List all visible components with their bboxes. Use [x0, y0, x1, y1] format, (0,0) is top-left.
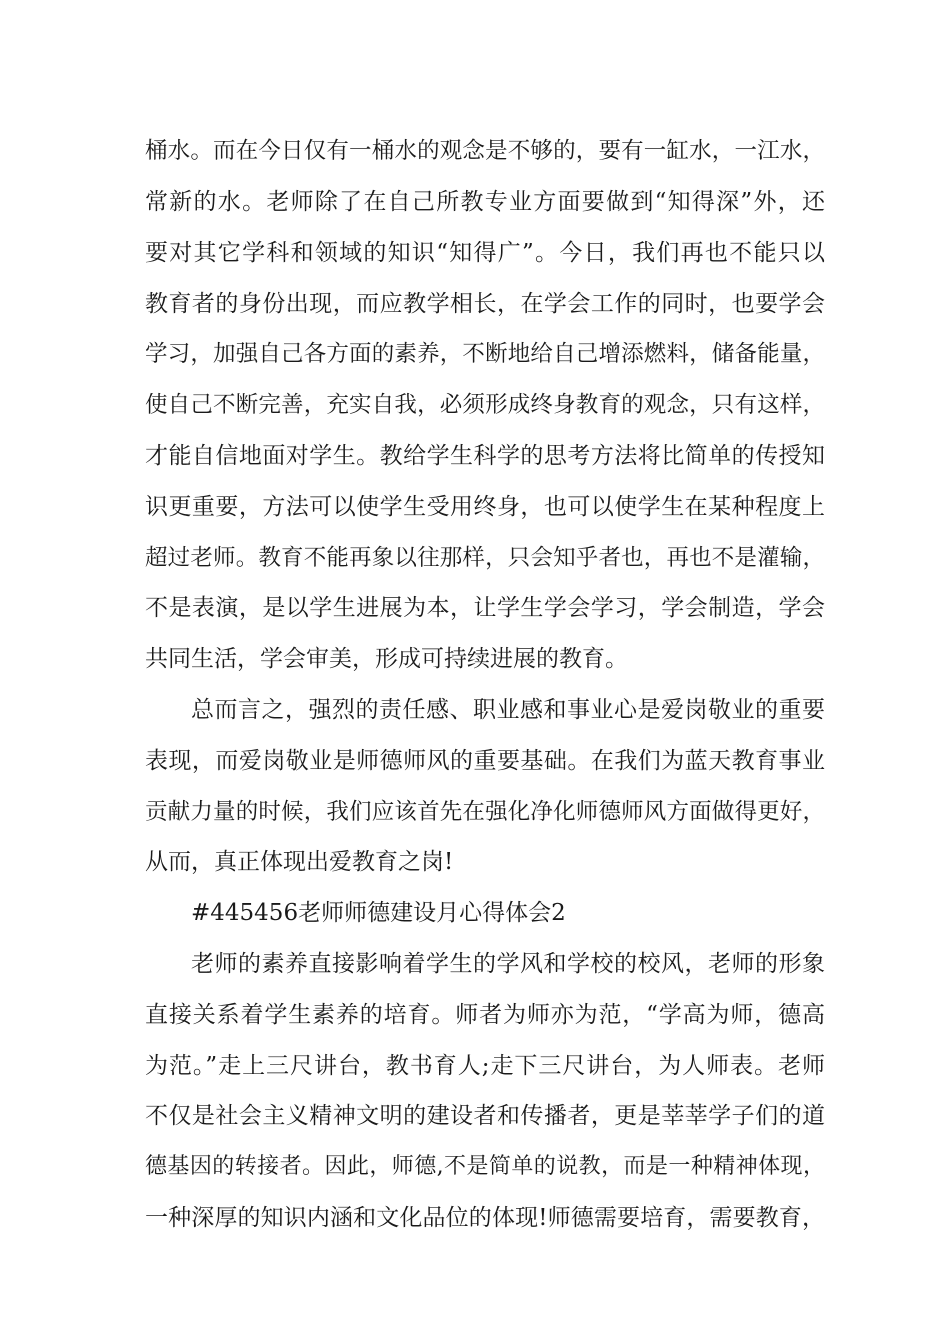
paragraph-line: 桶水。而在今日仅有一桶水的观念是不够的，要有一缸水，一江水，: [145, 138, 825, 164]
paragraph-line: 常新的水。老师除了在自己所教专业方面要做到“知得深”外，还: [145, 189, 825, 215]
paragraph-line: 不是表演，是以学生进展为本，让学生学会学习，学会制造，学会: [145, 595, 825, 621]
section-heading: #445456老师师德建设月心得体会2: [191, 900, 566, 926]
paragraph-line: 贡献力量的时候，我们应该首先在强化净化师德师风方面做得更好，: [145, 799, 825, 825]
paragraph-line: 学习，加强自己各方面的素养，不断地给自己增添燃料，储备能量，: [145, 341, 825, 367]
paragraph-line: 表现，而爱岗敬业是师德师风的重要基础。在我们为蓝天教育事业: [145, 748, 825, 774]
paragraph-line: 不仅是社会主义精神文明的建设者和传播者，更是莘莘学子们的道: [145, 1103, 825, 1129]
paragraph-line: 教育者的身份出现，而应教学相长，在学会工作的同时，也要学会: [145, 291, 825, 317]
paragraph-line: 要对其它学科和领域的知识“知得广”。今日，我们再也不能只以: [145, 240, 825, 266]
paragraph-line: 使自己不断完善，充实自我，必须形成终身教育的观念，只有这样，: [145, 392, 825, 418]
paragraph-line: 从而，真正体现出爱教育之岗!: [145, 849, 454, 875]
paragraph-line: 识更重要，方法可以使学生受用终身，也可以使学生在某种程度上: [145, 494, 825, 520]
paragraph-line: 超过老师。教育不能再象以往那样，只会知乎者也，再也不是灌输，: [145, 545, 825, 571]
paragraph-line: 总而言之，强烈的责任感、职业感和事业心是爱岗敬业的重要: [191, 697, 825, 723]
paragraph-line: 才能自信地面对学生。教给学生科学的思考方法将比简单的传授知: [145, 443, 825, 469]
paragraph-line: 一种深厚的知识内涵和文化品位的体现!师德需要培育，需要教育，: [145, 1205, 825, 1231]
paragraph-line: 共同生活，学会审美，形成可持续进展的教育。: [145, 646, 628, 672]
paragraph-line: 老师的素养直接影响着学生的学风和学校的校风，老师的形象: [191, 951, 825, 977]
paragraph-line: 直接关系着学生素养的培育。师者为师亦为范，“学高为师，德高: [145, 1002, 825, 1028]
paragraph-line: 德基因的转接者。因此，师德,不是简单的说教，而是一种精神体现，: [145, 1154, 825, 1179]
paragraph-line: 为范。”走上三尺讲台，教书育人;走下三尺讲台，为人师表。老师: [145, 1053, 825, 1079]
